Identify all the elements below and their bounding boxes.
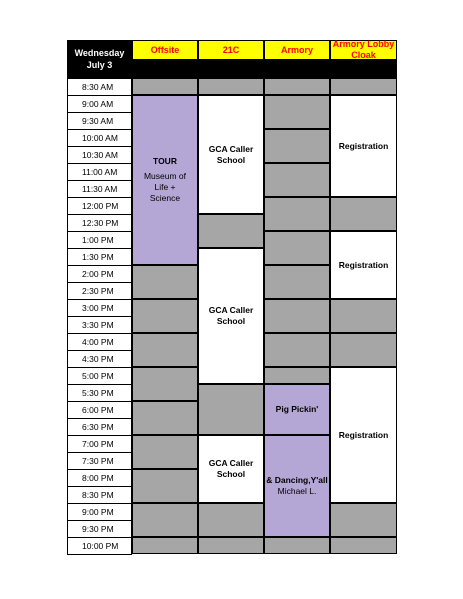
slot-21c-1230 [198,214,264,248]
event-gca-caller-school-3 [198,435,264,503]
slot-21c-530 [198,384,264,435]
event-reg-1-title: Registration [338,140,389,151]
time-label: 1:30 PM [67,248,132,266]
slot-offsite-200 [132,265,198,299]
time-label: 7:30 PM [67,452,132,470]
slot-armory-100 [264,231,330,265]
slot-offsite-700 [132,435,198,469]
time-label: 3:00 PM [67,299,132,317]
event-gca-caller-school-1 [198,95,264,214]
slot-21c-1000 [198,537,264,554]
time-label: 2:00 PM [67,265,132,283]
day-name: Wednesday [74,48,125,58]
column-header-armory-lobby-cloak: Armory Lobby Cloak [330,40,397,60]
time-label: 9:00 PM [67,503,132,521]
column-header-offsite: Offsite [132,40,198,60]
event-dancing [264,435,330,537]
day-date: July 3 [86,60,113,70]
slot-21c-830 [198,78,264,95]
slot-armory-300 [264,299,330,333]
time-label: 9:30 PM [67,520,132,538]
event-dancing-caller: Michael L. [277,486,317,496]
event-reg-3-title: Registration [338,429,389,440]
event-reg-2-title: Registration [338,259,389,270]
time-label: 9:00 AM [67,95,132,113]
slot-lobby-830 [330,78,397,95]
slot-armory-1200 [264,197,330,231]
slot-lobby-300 [330,299,397,333]
time-label: 4:30 PM [67,350,132,368]
event-gca-3-title: GCA Caller School [208,458,254,479]
time-label: 10:00 AM [67,129,132,147]
event-registration-1 [330,95,397,197]
slot-armory-200 [264,265,330,299]
slot-offsite-400 [132,333,198,367]
event-pig-pickin [264,384,330,435]
header-bar [132,60,397,78]
time-label: 10:00 PM [67,537,132,555]
event-tour-subtitle: Museum of Life + Science [143,171,187,203]
time-label: 5:00 PM [67,367,132,385]
slot-offsite-300 [132,299,198,333]
time-label: 7:00 PM [67,435,132,453]
slot-21c-900 [198,503,264,537]
time-label: 5:30 PM [67,384,132,402]
day-header [67,40,132,78]
slot-offsite-900 [132,503,198,537]
slot-lobby-900 [330,503,397,537]
slot-lobby-1000 [330,537,397,554]
time-label: 2:30 PM [67,282,132,300]
slot-armory-1000pm [264,537,330,554]
slot-offsite-1000 [132,537,198,554]
time-label: 11:30 AM [67,180,132,198]
event-dancing-title: & Dancing,Y'all [266,475,328,485]
slot-armory-500 [264,367,330,384]
slot-lobby-1200 [330,197,397,231]
time-label: 8:30 PM [67,486,132,504]
slot-armory-830 [264,78,330,95]
time-label: 12:00 PM [67,197,132,215]
slot-lobby-400 [330,333,397,367]
slot-armory-1000 [264,129,330,163]
slot-offsite-500 [132,367,198,401]
slot-armory-1100 [264,163,330,197]
time-label: 10:30 AM [67,146,132,164]
slot-armory-400 [264,333,330,367]
time-label: 6:30 PM [67,418,132,436]
event-gca-caller-school-2 [198,248,264,384]
time-label: 8:00 PM [67,469,132,487]
event-tour [132,95,198,265]
event-registration-3 [330,367,397,503]
time-label: 12:30 PM [67,214,132,232]
event-gca-1-title: GCA Caller School [208,143,254,165]
column-header-armory: Armory [264,40,330,60]
time-label: 1:00 PM [67,231,132,249]
event-registration-2 [330,231,397,299]
slot-offsite-830 [132,78,198,95]
time-label: 8:30 AM [67,78,132,96]
slot-armory-900 [264,95,330,129]
time-label: 6:00 PM [67,401,132,419]
time-label: 4:00 PM [67,333,132,351]
time-label: 11:00 AM [67,163,132,181]
time-label: 3:30 PM [67,316,132,334]
slot-offsite-600 [132,401,198,435]
column-header-21c: 21C [198,40,264,60]
slot-offsite-800 [132,469,198,503]
event-gca-2-title: GCA Caller School [208,305,254,326]
event-pig-title: Pig Pickin' [275,404,319,414]
time-label: 9:30 AM [67,112,132,130]
event-tour-title: TOUR [153,156,177,166]
